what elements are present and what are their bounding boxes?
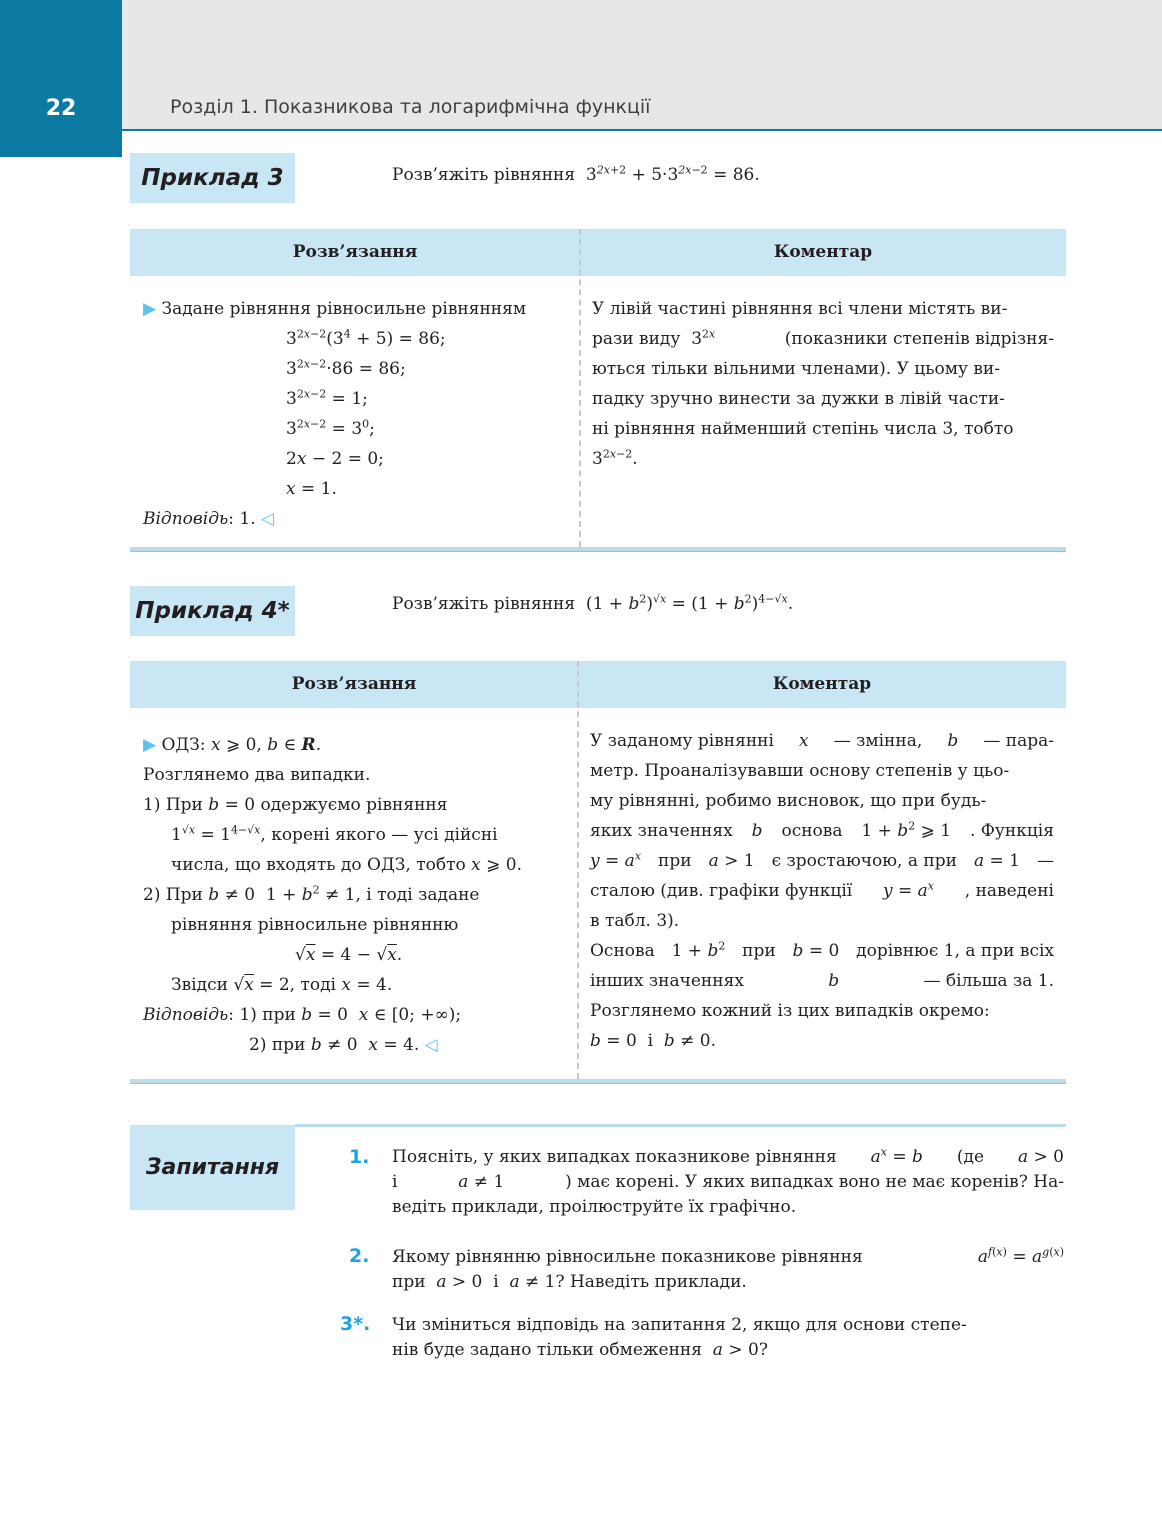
solution-column-header: Розв’язання	[292, 242, 418, 262]
question-1-text: Поясніть, у яких випадках показникове рівняння $a^x = b$ (де a > 0 і a ≠ 1 ) має корені. У яких випадках воно не має коренів? На- ведіть приклади, проілюструйте їх графічно.	[392, 1145, 1064, 1217]
answer-label: Відповідь	[143, 1005, 229, 1025]
answer-label: Відповідь	[143, 509, 229, 529]
start-marker-icon: ▶	[143, 299, 157, 319]
questions-tag: Запитання	[130, 1125, 295, 1210]
end-marker-icon: ◁	[424, 1035, 438, 1055]
start-marker-icon: ▶	[143, 735, 157, 755]
example-4-tag: Приклад 4*	[130, 586, 295, 636]
example-3-bottom-rule	[130, 547, 1066, 552]
example-4-comment: У заданому рівнянні x — змінна, b — пара- метр. Проаналізувавши основу степенів у цьо- му рівнянні, робимо висновок, що при будь- яких значеннях b основа $1 + b^2$ ⩾ 1 . Функція $y = a^x$ при a > 1 є зростаючою, а при a = 1 — сталою (див. графіки функції $y = a^x$ , наведені в табл. 3). Основа $1 + b^2$ при b = 0 дорівнює 1, а при всіх інших значеннях b — більша за 1. Розглянемо кожний із цих випадків окремо: b = 0 і b ≠ 0.	[590, 731, 1054, 1051]
questions-top-rule	[295, 1124, 1066, 1127]
page-number: 22	[45, 96, 77, 121]
example-4-solution: ▶ ОДЗ: x ⩾ 0, b ∈ R. Розглянемо два випадки. 1) При b = 0 одержуємо рівняння $1^{√x} = 1^{4-√x}$, корені якого — усі дійсні числа, що входять до ОДЗ, тобто x ⩾ 0. 2) При b ≠ 0 $1 + b^2 \ne 1$, і тоді задане рівняння рівносильне рівнянню √x = 4 − √x. Звідси √x = 2, тоді x = 4. Відповідь: 1) при b = 0 x ∈ [0; +∞); 2) при b ≠ 0 x = 4. ◁	[143, 735, 522, 1055]
example-3-comment: У лівій частині рівняння всі члени містять ви- рази виду $3^{2x}$ (показники степенів відрізня- ються тільки вільними членами). У цьому ви- падку зручно винести за дужки в лівій части- ні рівняння найменший степінь числа 3, тобто $3^{2x-2}$.	[592, 299, 1054, 469]
end-marker-icon: ◁	[261, 509, 275, 529]
column-divider	[579, 229, 581, 547]
question-1-number: 1.	[349, 1146, 370, 1168]
chapter-title: Розділ 1. Показникова та логарифмічна функції	[170, 96, 651, 118]
question-3-text: Чи зміниться відповідь на запитання 2, якщо для основи степе- нів буде задано тільки обмеження a > 0?	[392, 1315, 967, 1360]
column-divider	[577, 661, 579, 1079]
comment-column-header: Коментар	[772, 674, 872, 694]
page-tab	[0, 0, 122, 157]
example-4-task: Розв’яжіть рівняння $(1 + b^2)^{√x} = (1 + b^2)^{4-√x}$.	[392, 592, 794, 614]
solution-column-header: Розв’язання	[291, 674, 417, 694]
example-3-task: Розв’яжіть рівняння $3^{2x+2} + 5\cdot 3^{2x-2} = 86$.	[392, 163, 760, 185]
question-3-number: 3*.	[340, 1313, 371, 1335]
example-4-table-header	[130, 661, 1066, 708]
example-3-tag: Приклад 3	[130, 153, 295, 203]
example-4-bottom-rule	[130, 1079, 1066, 1084]
comment-column-header: Коментар	[773, 242, 873, 262]
example-3-solution: ▶ Задане рівняння рівносильне рівнянням $3^{2x-2}(3^4 + 5) = 86$; $3^{2x-2}\cdot 86 = 86$; $3^{2x-2} = 1$; $3^{2x-2} = 3^0$; 2x − 2 = 0; x = 1. Відповідь: 1. ◁	[143, 299, 527, 529]
example-3-table-header	[130, 229, 1066, 276]
question-2-number: 2.	[349, 1245, 370, 1267]
question-2-text: Якому рівнянню рівносильне показникове рівняння $a^{f(x)} = a^{g(x)}$ при a > 0 і a ≠ 1? Наведіть приклади.	[392, 1245, 1064, 1292]
